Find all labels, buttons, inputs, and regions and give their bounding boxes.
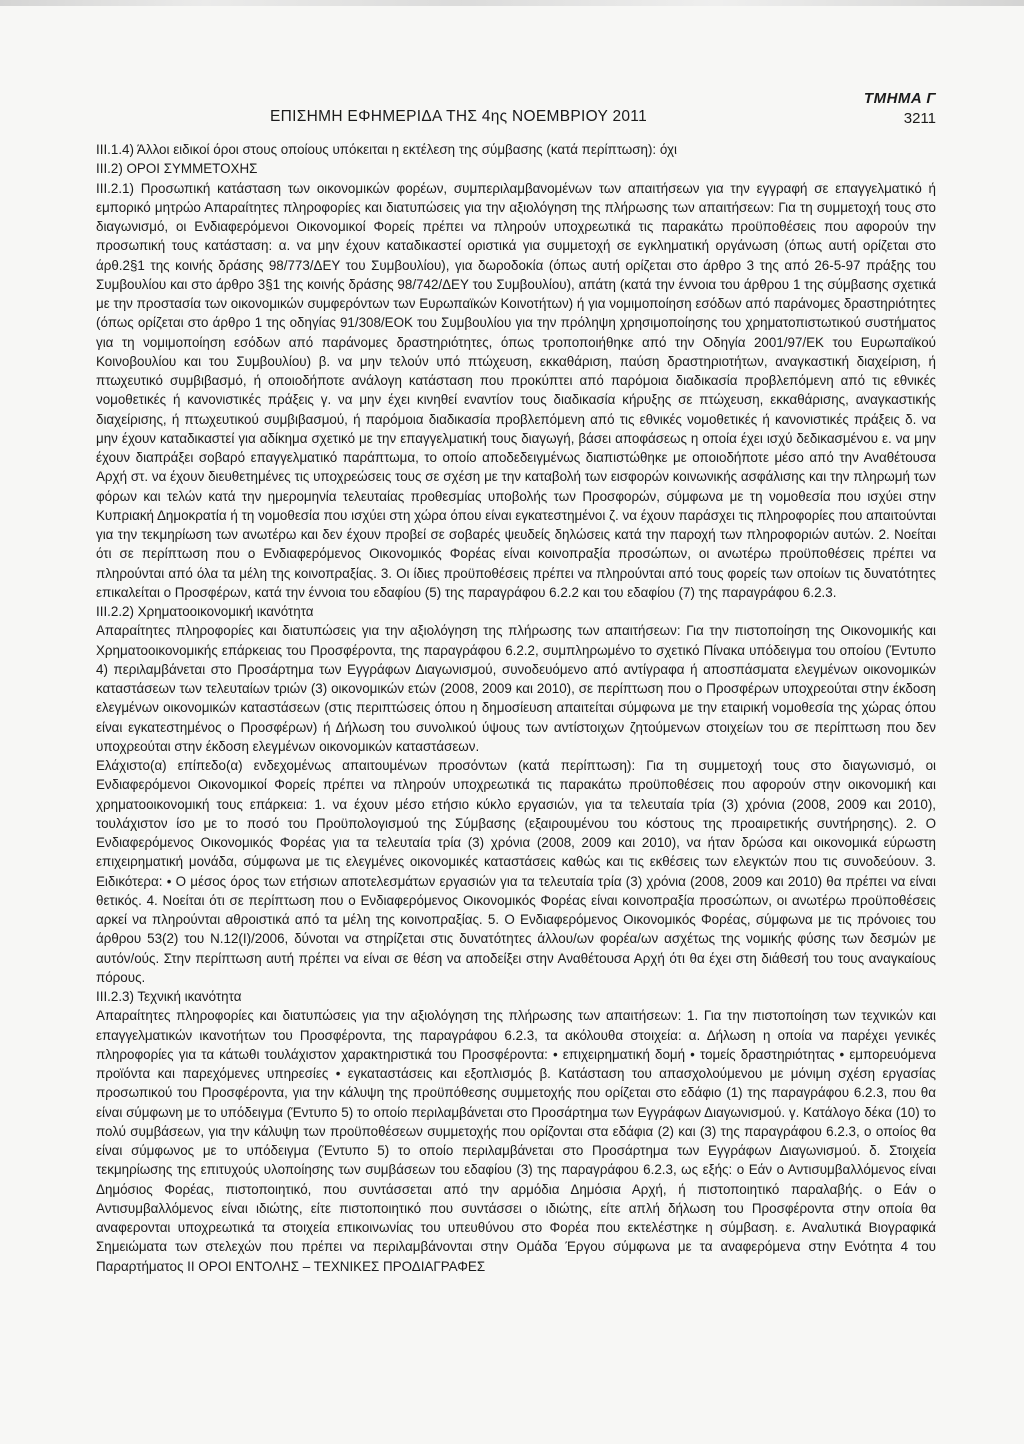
page-number: 3211 (903, 110, 936, 127)
financial-requirements: Απαραίτητες πληροφορίες και διατυπώσεις για την αξιολόγηση της πλήρωσης των απαιτήσεων: Για την πιστοποίηση της Οικονομικής και Χρηματοοικονομικής επάρκειας του Προσφέροντα, της παραγράφου 6.2.2, συμπληρωμένο το σχετικό Πίνακα υπόδειγμα του οποίου (Έντυπο 4) περιλαμβάνεται στο Προσάρτημα των Εγγράφων Διαγωνισμού, συνοδευόμενο από αντίγραφα ή αποσπάσματα ελεγμένων οικονομικών καταστάσεων των τελευταίων τριών (3) οικονομικών ετών (2008, 2009 και 2010), σε περίπτωση που ο Προσφέρων υποχρεούται στην έκδοση ελεγμένων οικονομικών καταστάσεων (στις περιπτώσεις όπου η δημοσίευση απαιτείται σύμφωνα με την εταιρική νομοθεσία της χώρας όπου είναι εγκατεστημένος ο Προσφέρων) ή Δήλωση του συνολικού ύψους των αντίστοιχων ζητούμενων στοιχείων του σε περίπτωση που δεν υποχρεούται στην έκδοση ελεγμένων οικονομικών καταστάσεων. (96, 623, 936, 754)
technical-requirements: Απαραίτητες πληροφορίες και διατυπώσεις για την αξιολόγηση της πλήρωσης των απαιτήσεων: 1. Για την πιστοποίηση των τεχνικών και επαγγελματικών ικανοτήτων του Προσφέροντα, της παραγράφου 6.2.3, τα ακόλουθα στοιχεία: α. Δήλωση η οποία να παρέχει γενικές πληροφορίες για τα κάτωθι τουλάχιστον χαρακτηριστικά του Προσφέροντα: • επιχειρηματική δομή • τομείς δραστηριότητας • εμπορευόμενα προϊόντα και παρεχόμενες υπηρεσίες • εγκαταστάσεις και εξοπλισμός β. Κατάσταση του απασχολούμενου με μόνιμη σχέση εργασίας προσωπικού του Προσφέροντα, για την κάλυψη της προϋπόθεσης συμμετοχής που ορίζεται στο εδάφιο (1) της παραγράφου 6.2.3, που θα είναι σύμφωνη με το υπόδειγμα (Έντυπο 5) το οποίο περιλαμβάνεται στο Προσάρτημα των Εγγράφων Διαγωνισμού. γ. Κατάλογο δέκα (10) το πολύ συμβάσεων, για την κάλυψη των προϋποθέσεων συμμετοχής που ορίζονται στα εδάφια (2) και (3) της παραγράφου 6.2.3, ο οποίος θα είναι σύμφωνος με το υπόδειγμα (Έντυπο 5) το οποίο περιλαμβάνεται στο Προσάρτημα των Εγγράφων Διαγωνισμού. δ. Στοιχεία τεκμηρίωσης της επιτυχούς υλοποίησης των συμβάσεων του εδαφίου (3) της παραγράφου 6.2.3, ως εξής: ο Εάν ο Αντισυμβαλλόμενος είναι Δημόσιος Φορέας, πιστοποιητικό, που συντάσσεται από την αρμόδια Δημόσια Αρχή, ή πιστοποιητικό παραλαβής. ο Εάν ο Αντισυμβαλλόμενος είναι ιδιώτης, είτε πιστοποιητικό που συντάσσει ο ιδιώτης, είτε απλή δήλωση του Προσφέροντα στην οποία θα αναφερονται υποχρεωτικά τα στοιχεία επικοινωνίας του υπευθύνου στο Φορέα που εκτελέστηκε η σύμβαση. ε. Αναλυτικά Βιογραφικά Σημειώματα των στελεχών που πρέπει να περιλαμβάνονται στην Ομάδα Έργου σύμφωνα με τα αναφερόμενα στην Ενότητα 4 του Παραρτήματος ΙΙ ΟΡΟΙ ΕΝΤΟΛΗΣ – ΤΕΧΝΙΚΕΣ ΠΡΟΔΙΑΓΡΑΦΕΣ (96, 1008, 936, 1274)
document-body (96, 140, 936, 1276)
clause-iii-1-4: ΙΙΙ.1.4) Άλλοι ειδικοί όροι στους οποίους υπόκειται η εκτέλεση της σύμβασης (κατά περίπτωση): όχι (96, 142, 677, 157)
page-header (96, 84, 936, 134)
section-label: ΤΜΗΜΑ Γ (863, 90, 936, 107)
running-title: ΕΠΙΣΗΜΗ ΕΦΗΜΕΡΙΔΑ ΤΗΣ 4ης ΝΟΕΜΒΡΙΟΥ 2011 (270, 108, 647, 125)
heading-technical-capacity: ΙΙΙ.2.3) Τεχνική ικανότητα (96, 989, 242, 1004)
clause-iii-2-1: ΙΙΙ.2.1) Προσωπική κατάσταση των οικονομικών φορέων, συμπεριλαμβανομένων των απαιτήσεων για την εγγραφή σε επαγγελματικό ή εμπορικό μητρώο Απαραίτητες πληροφορίες και διατυπώσεις για την αξιολόγηση της πλήρωσης των απαιτήσεων: Για τη συμμετοχή τους στο διαγωνισμό, οι Ενδιαφερόμενοι Οικονομικοί Φορείς πρέπει να πληρούν υποχρεωτικά τις παρακάτω προϋποθέσεις που αφορούν την προσωπική τους κατάσταση: α. να μην έχουν καταδικαστεί οριστικά για συμμετοχή σε εγκληματική οργάνωση (όπως αυτή ορίζεται στο άρθ.2§1 της κοινής δράσης 98/773/ΔΕΥ του Συμβουλίου), για δωροδοκία (όπως αυτή ορίζεται στο άρθρο 3 της από 26-5-97 πράξης του Συμβουλίου και στο άρθρο 3§1 της κοινής δράσης 98/742/ΔΕΥ του Συμβουλίου), απάτη (κατά την έννοια του άρθρου 1 της σύμβασης σχετικά με την προστασία των οικονομικών συμφερόντων των Ευρωπαϊκών Κοινοτήτων) ή για νομιμοποίηση εσόδων από παράνομες δραστηριότητες (όπως ορίζεται στο άρθρο 1 της οδηγίας 91/308/ΕΟΚ του Συμβουλίου για την πρόληψη χρησιμοποίησης του χρηματοπιστωτικού συστήματος για τη νομιμοποίηση εσόδων από παράνομες δραστηριότητες, όπως τροποποιήθηκε από την Οδηγία 2001/97/ΕΚ του Ευρωπαϊκού Κοινοβουλίου και του Συμβουλίου) β. να μην τελούν υπό πτώχευση, εκκαθάριση, παύση δραστηριοτήτων, αναγκαστική διαχείριση, ή πτωχευτικό συμβιβασμό, ή οποιοδήποτε ανάλογη κατάσταση που προκύπτει από παρόμοια διαδικασία προβλεπόμενη από τις εθνικές νομοθετικές ή κανονιστικές πράξεις γ. να μην έχει κινηθεί εναντίον τους διαδικασία κήρυξης σε πτώχευση, εκκαθάρισης, αναγκαστικής διαχείρισης, ή πτωχευτικού συμβιβασμού, ή παρόμοια διαδικασία προβλεπόμενη από τις εθνικές νομοθετικές ή κανονιστικές πράξεις δ. να μην έχουν καταδικαστεί για αδίκημα σχετικό με την επαγγελματική τους διαγωγή, βάσει αποφάσεως η οποία έχει ισχύ δεδικασμένου ε. να μην έχουν διαπράξει σοβαρό επαγγελματικό παράπτωμα, το οποίο αποδεδειγμένως διαπιστώθηκε με οποιοδήποτε μέσο από την Αναθέτουσα Αρχή στ. να έχουν διευθετημένες τις υποχρεώσεις τους σε σχέση με την καταβολή των εισφορών κοινωνικής ασφάλισης και την πληρωμή των φόρων και τελών κατά την ημερομηνία τελευταίας προθεσμίας υποβολής των Προσφορών, σύμφωνα με τη νομοθεσία που ισχύει στην Κυπριακή Δημοκρατία ή τη νομοθεσία που ισχύει στη χώρα όπου είναι εγκατεστημένοι ζ. να έχουν παράσχει τις πληροφορίες που απαιτούνται για την τεκμηρίωση των ανωτέρω και δεν έχουν προβεί σε σοβαρές ψευδείς δηλώσεις κατά την παροχή των πληροφοριών αυτών. 2. Νοείται ότι σε περίπτωση που ο Ενδιαφερόμενος Οικονομικός Φορέας είναι κοινοπραξία προσώπων, οι ανωτέρω προϋποθέσεις πρέπει να πληρούνται από όλα τα μέλη της κοινοπραξίας. 3. Οι ίδιες προϋποθέσεις πρέπει να πληρούνται από τους φορείς των οποίων τις δυνατότητες επικαλείται ο Προσφέρων, κατά την έννοια του εδαφίου (5) της παραγράφου 6.2.2 και του εδαφίου (7) της παραγράφου 6.2.3. (96, 180, 936, 600)
heading-conditions-participation: ΙΙΙ.2) ΟΡΟΙ ΣΥΜΜΕΤΟΧΗΣ (96, 161, 258, 177)
heading-financial-capacity: ΙΙΙ.2.2) Χρηματοοικονομική ικανότητα (96, 604, 314, 619)
financial-minimum-levels: Ελάχιστο(α) επίπεδο(α) ενδεχομένως απαιτουμένων προσόντων (κατά περίπτωση): Για τη συμμετοχή τους στο διαγωνισμό, οι Ενδιαφερόμενοι Οικονομικοί Φορείς πρέπει να πληρούν υποχρεωτικά τις παρακάτω προϋποθέσεις που αφορούν στην οικονομική και χρηματοοικονομική τους επάρκεια: 1. να έχουν μέσο ετήσιο κύκλο εργασιών, για τα τελευταία τρία (3) χρόνια (2008, 2009 και 2010), τουλάχιστον ίσο με το ποσό του Προϋπολογισμού της Σύμβασης (εξαιρουμένου του κόστους της προαιρετικής συντήρησης). 2. Ο Ενδιαφερόμενος Οικονομικός Φορέας για τα τελευταία τρία (3) χρόνια (2008, 2009 και 2010), να ήταν δρώσα και οικονομικά εύρωστη επιχειρηματική μονάδα, σύμφωνα με τις ελεγμένες οικονομικές καταστάσεις καθώς και τις εκθέσεις των ελεγκτών που τις συνοδεύουν. 3. Ειδικότερα: • Ο μέσος όρος των ετήσιων αποτελεσμάτων εργασιών για τα τελευταία τρία (3) χρόνια (2008, 2009 και 2010) θα πρέπει να είναι θετικός. 4. Νοείται ότι σε περίπτωση που ο Ενδιαφερόμενος Οικονομικός Φορέας είναι κοινοπραξία προσώπων, οι ανωτέρω προϋποθέσεις αρκεί να πληρούνται αθροιστικά από τα μέλη της κοινοπραξίας. 5. Ο Ενδιαφερόμενος Οικονομικός Φορέας, σύμφωνα με τις πρόνοιες του άρθρου 53(2) του Ν.12(Ι)/2006, δύνοται να στηρίζεται στις δυνατότητες άλλου/ων φορέα/ων ασχέτως της νομικής φύσης των δεσμών με αυτόν/ούς. Στην περίπτωση αυτή πρέπει να είναι σε θέση να αποδείξει στην Αναθέτουσα Αρχή ότι θα έχει στη διάθεσή του τους αναγκαίους πόρους. (96, 758, 936, 985)
scan-edge (0, 0, 1024, 6)
